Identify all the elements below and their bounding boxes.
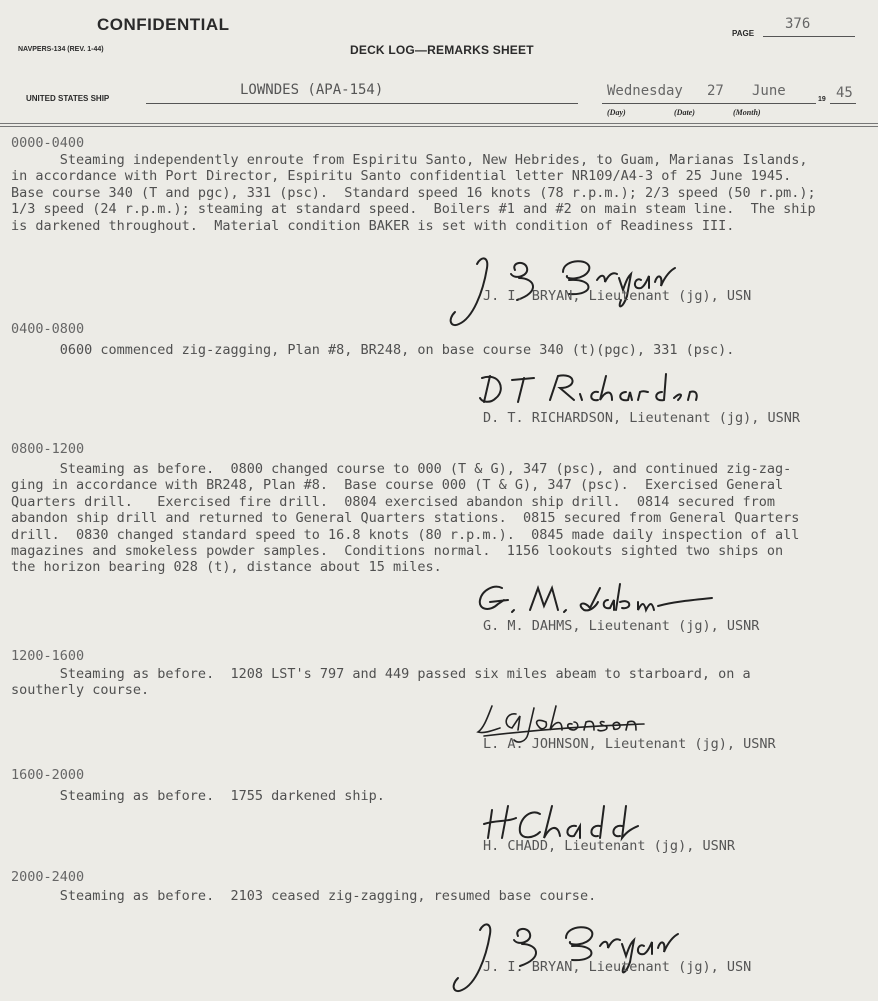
watch-time: 2000-2400 [11,869,85,885]
log-entry-text: Steaming independently enroute from Espiritu Santo, New Hebrides, to Guam, Marianas Islands, in accordance with Port Director, Espiritu Santo confidential letter NR109/A4-3 of 25 June 1945. Base course 340 (T and pgc), 331 (psc). Standard speed 16 knots (78 r.p.m.); 2/3 speed (50 r.pm.); 1/3 speed (24 r.p.m.); steaming at standard speed. Boilers #1 and #2 on main steam line. The ship is darkened throughout. Material condition BAKER is set with condition of Readiness III. [11,152,816,234]
signer-name: H. CHADD, Lieutenant (jg), USNR [483,838,735,854]
log-entry-text: Steaming as before. 1755 darkened ship. [11,788,385,804]
ship-name: LOWNDES (APA-154) [240,82,384,98]
signer-name: J. I. BRYAN, Lieutenant (jg), USN [483,288,752,304]
page-label: PAGE [732,29,755,38]
watch-time: 1600-2000 [11,767,85,783]
log-entry-text: Steaming as before. 1208 LST's 797 and 449 passed six miles abeam to starboard, on a southerly course. [11,666,751,699]
log-entry-text: Steaming as before. 0800 changed course to 000 (T & G), 347 (psc), and continued zig-zag- ging in accordance with BR248, Plan #8. Base course 000 (T & G), 347 (psc). Exercised General Quarters drill. Exercised fire drill. 0804 exercised abandon ship drill. 0814 secured from abandon ship drill and returned to General Quarters stations. 0815 secured from General Quarters drill. 0830 changed standard speed to 16.8 knots (80 r.p.m.). 0845 made daily inspection of all magazines and smokeless powder samples. Conditions normal. 1156 lookouts sighted two ships on the horizon bearing 028 (t), distance about 15 miles. [11,461,800,576]
date-value: 27 [707,83,724,99]
year-line [830,103,856,104]
log-entry-text: 0600 commenced zig-zagging, Plan #8, BR248, on base course 340 (t)(pgc), 331 (psc). [11,342,735,358]
watch-time: 0400-0800 [11,321,85,337]
page-number: 376 [785,16,811,32]
confidential-stamp: CONFIDENTIAL [97,15,230,34]
header-rule-bottom [0,126,878,127]
watch-time: 0800-1200 [11,441,85,457]
signature-richardson [476,370,706,410]
page-number-line [763,36,855,37]
watch-time: 0000-0400 [11,135,85,151]
signer-name: L. A. JOHNSON, Lieutenant (jg), USNR [483,736,776,752]
month-caption: (Month) [733,108,761,117]
log-entry-text: Steaming as before. 2103 ceased zig-zagging, resumed base course. [11,888,597,904]
ship-name-line [146,103,578,104]
signer-name: G. M. DAHMS, Lieutenant (jg), USNR [483,618,760,634]
signer-name: D. T. RICHARDSON, Lieutenant (jg), USNR [483,410,800,426]
watch-time: 1200-1600 [11,648,85,664]
year-prefix: 19 [818,96,826,103]
date-line [602,103,816,104]
day-value: Wednesday [607,83,683,99]
signature-bryan [448,918,688,998]
year-value: 45 [836,85,853,101]
signature-dahms [472,580,722,620]
signer-name: J. I. BRYAN, Lieutenant (jg), USN [483,959,752,975]
date-caption: (Date) [674,108,695,117]
ship-label: UNITED STATES SHIP [26,94,110,103]
header-rule-top [0,123,878,124]
page-title: DECK LOG—REMARKS SHEET [350,43,534,57]
form-number: NAVPERS-134 (REV. 1-44) [18,46,104,53]
day-caption: (Day) [607,108,626,117]
month-value: June [752,83,786,99]
